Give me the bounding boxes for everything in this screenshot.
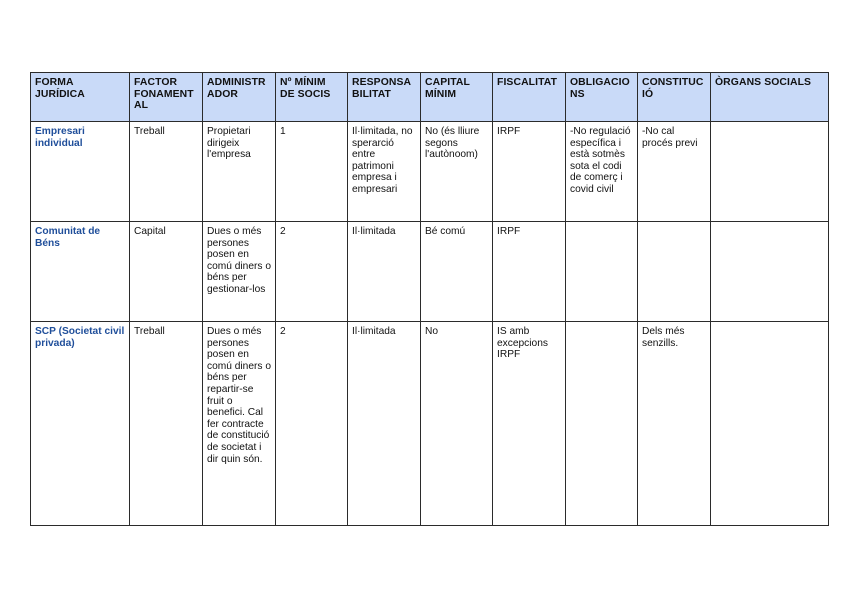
cell-administrador: Dues o més persones posen en comú diners o béns per gestionar-los: [203, 222, 276, 322]
cell-forma-juridica: Comunitat de Béns: [31, 222, 130, 322]
table-row: [31, 222, 829, 322]
cell-organs-socials: [711, 222, 829, 322]
cell-obligacions: -No regulació específica i està sotmès sota el codi de comerç i covid civil: [566, 122, 638, 222]
cell-administrador: Dues o més persones posen en comú diners o béns per repartir-se fruit o benefici. Cal fer contracte de constitució de societat i dir quin són.: [203, 322, 276, 526]
cell-capital-minim: Bé comú: [421, 222, 493, 322]
header-minim-socis: Nº MÍNIM DE SOCIS: [276, 73, 348, 122]
cell-minim-socis: 2: [276, 322, 348, 526]
cell-minim-socis: 2: [276, 222, 348, 322]
cell-factor-fonamental: Treball: [130, 122, 203, 222]
cell-constitucio: -No cal procés previ: [638, 122, 711, 222]
table-row: [31, 122, 829, 222]
cell-fiscalitat: IS amb excepcions IRPF: [493, 322, 566, 526]
cell-forma-juridica: Empresari individual: [31, 122, 130, 222]
header-responsabilitat: RESPONSABILITAT: [348, 73, 421, 122]
cell-constitucio: Dels més senzills.: [638, 322, 711, 526]
cell-constitucio: [638, 222, 711, 322]
cell-administrador: Propietari dirigeix l'empresa: [203, 122, 276, 222]
cell-responsabilitat: Il·limitada: [348, 222, 421, 322]
header-row: [31, 73, 829, 122]
cell-responsabilitat: Il·limitada, no sperarció entre patrimoni empresa i empresari: [348, 122, 421, 222]
cell-organs-socials: [711, 122, 829, 222]
cell-obligacions: [566, 322, 638, 526]
cell-fiscalitat: IRPF: [493, 222, 566, 322]
header-capital-minim: CAPITAL MÍNIM: [421, 73, 493, 122]
legal-forms-table: [30, 72, 829, 526]
cell-obligacions: [566, 222, 638, 322]
cell-capital-minim: No: [421, 322, 493, 526]
header-forma-juridica: FORMA JURÍDICA: [31, 73, 130, 122]
cell-responsabilitat: Il·limitada: [348, 322, 421, 526]
cell-forma-juridica: SCP (Societat civil privada): [31, 322, 130, 526]
cell-factor-fonamental: Treball: [130, 322, 203, 526]
header-obligacions: OBLIGACIONS: [566, 73, 638, 122]
cell-minim-socis: 1: [276, 122, 348, 222]
cell-capital-minim: No (és lliure segons l'autònoom): [421, 122, 493, 222]
header-factor-fonamental: FACTOR FONAMENTAL: [130, 73, 203, 122]
header-administrador: ADMINISTRADOR: [203, 73, 276, 122]
cell-factor-fonamental: Capital: [130, 222, 203, 322]
cell-fiscalitat: IRPF: [493, 122, 566, 222]
header-organs-socials: ÒRGANS SOCIALS: [711, 73, 829, 122]
header-constitucio: CONSTITUCIÓ: [638, 73, 711, 122]
table-row: [31, 322, 829, 526]
header-fiscalitat: FISCALITAT: [493, 73, 566, 122]
cell-organs-socials: [711, 322, 829, 526]
